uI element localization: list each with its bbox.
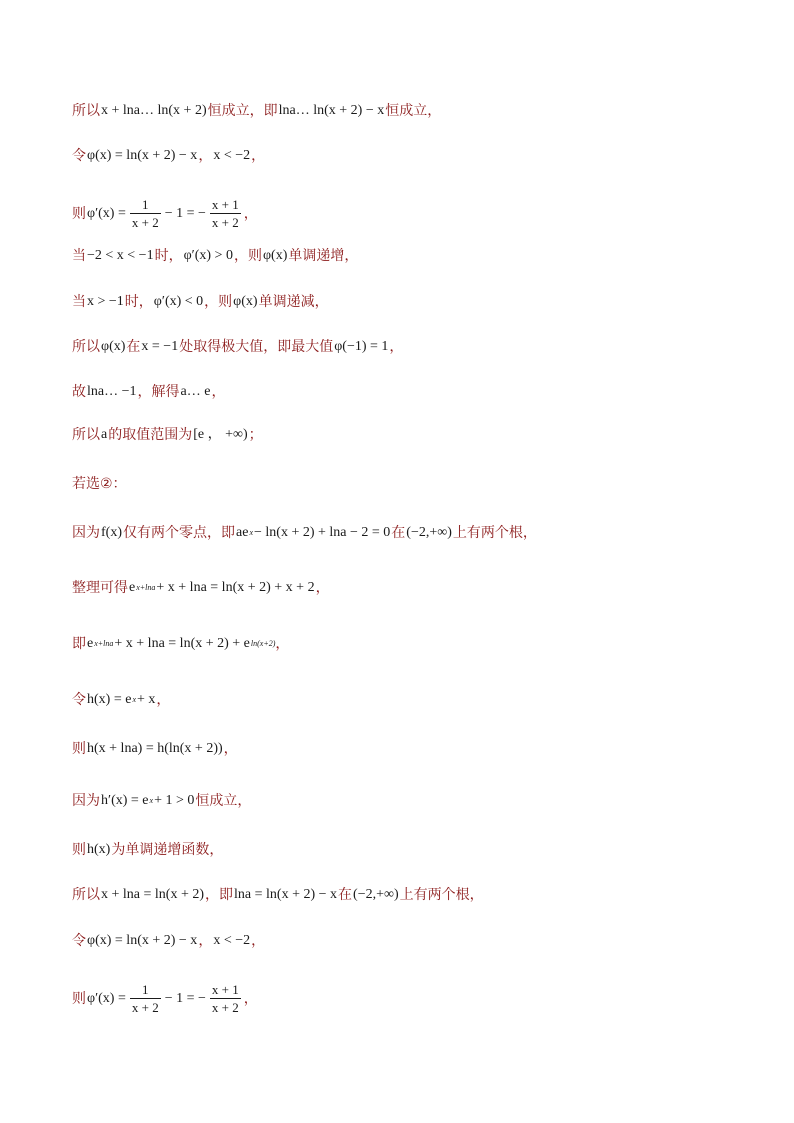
math-expression: + x + lna = ln(x + 2) + e bbox=[114, 636, 250, 651]
chinese-text: ； bbox=[248, 427, 263, 443]
math-expression: e bbox=[87, 636, 94, 651]
chinese-text: 当 bbox=[72, 294, 86, 310]
math-expression: h(x + lna) = h(ln(x + 2)) bbox=[87, 741, 223, 756]
solution-line bbox=[72, 840, 223, 860]
math-expression: f(x) bbox=[101, 525, 122, 540]
math-expression: [e ， +∞) bbox=[193, 427, 248, 442]
solution-line bbox=[72, 425, 263, 445]
chinese-text: 则 bbox=[72, 205, 86, 222]
math-expression: x + lna… ln(x + 2) bbox=[101, 103, 207, 118]
math-expression: φ′(x) = bbox=[87, 990, 126, 1006]
math-expression: h(x) bbox=[87, 842, 111, 857]
chinese-text: ，则 bbox=[233, 248, 262, 264]
math-expression: x = −1 bbox=[141, 339, 179, 354]
math-expression: φ(x) = ln(x + 2) − x bbox=[87, 933, 198, 948]
chinese-text: 单调递减， bbox=[258, 294, 329, 310]
chinese-text: 因为 bbox=[72, 793, 100, 809]
math-expression: φ(x) = ln(x + 2) − x bbox=[87, 148, 198, 163]
chinese-text: 所以 bbox=[72, 339, 100, 355]
chinese-text: 恒成立， bbox=[195, 793, 252, 809]
fraction-numerator: 1 bbox=[142, 982, 149, 997]
math-expression: a bbox=[101, 427, 108, 442]
math-superscript: x+lna bbox=[94, 639, 114, 648]
chinese-text: ，解得 bbox=[137, 384, 180, 400]
solution-line bbox=[72, 292, 329, 312]
solution-line bbox=[72, 382, 225, 402]
chinese-text: 时， bbox=[154, 248, 183, 264]
chinese-text: 所以 bbox=[72, 427, 100, 443]
chinese-text: 在 bbox=[391, 525, 406, 541]
math-expression: lna = ln(x + 2) − x bbox=[234, 887, 338, 902]
fraction bbox=[210, 197, 241, 230]
solution-line bbox=[72, 246, 358, 266]
fraction-numerator: x + 1 bbox=[211, 197, 239, 212]
chinese-text: 当 bbox=[72, 248, 86, 264]
solution-line bbox=[72, 791, 251, 811]
chinese-text: ， bbox=[243, 205, 258, 222]
math-expression: ae bbox=[236, 525, 249, 540]
chinese-text: 令 bbox=[72, 933, 86, 949]
math-expression: h′(x) = e bbox=[101, 793, 149, 808]
math-expression: x < −2 bbox=[213, 933, 251, 948]
fraction bbox=[130, 197, 161, 230]
chinese-text: ， bbox=[275, 636, 290, 652]
solution-line bbox=[72, 474, 127, 494]
solution-line bbox=[72, 931, 265, 951]
math-expression: lna… −1 bbox=[87, 384, 137, 399]
math-expression: − 1 = − bbox=[164, 990, 206, 1006]
chinese-text: ，即 bbox=[205, 887, 234, 903]
fraction bbox=[210, 982, 241, 1015]
chinese-text: 则 bbox=[72, 990, 86, 1007]
math-expression: + x bbox=[137, 692, 156, 707]
solution-line bbox=[72, 690, 170, 710]
math-expression: φ(x) bbox=[101, 339, 126, 354]
math-expression: e bbox=[129, 580, 136, 595]
chinese-text: 则 bbox=[72, 741, 86, 757]
chinese-text: 仅有两个零点，即 bbox=[123, 525, 235, 541]
chinese-text: 在 bbox=[126, 339, 141, 355]
math-expression: φ(−1) = 1 bbox=[334, 339, 389, 354]
solution-line bbox=[72, 101, 441, 121]
solution-line bbox=[72, 146, 265, 166]
fraction-denominator: x + 2 bbox=[211, 1000, 239, 1015]
chinese-text: 为单调递增函数， bbox=[111, 842, 224, 858]
chinese-text: 则 bbox=[72, 842, 86, 858]
math-superscript: x+lna bbox=[136, 583, 156, 592]
chinese-text: ， bbox=[198, 933, 213, 949]
math-expression: (−2,+∞) bbox=[353, 887, 399, 902]
math-superscript: x bbox=[149, 796, 154, 805]
chinese-text: 上有两个根， bbox=[452, 525, 537, 541]
fraction bbox=[130, 982, 161, 1015]
fraction-denominator: x + 2 bbox=[211, 215, 239, 230]
math-expression: x > −1 bbox=[87, 294, 124, 309]
chinese-text: ， bbox=[198, 148, 213, 164]
math-expression: φ′(x) < 0 bbox=[153, 294, 204, 309]
fraction-denominator: x + 2 bbox=[131, 215, 159, 230]
chinese-text: 恒成立， bbox=[385, 103, 442, 119]
chinese-text: 因为 bbox=[72, 525, 100, 541]
chinese-text: ， bbox=[251, 933, 266, 949]
math-expression: lna… ln(x + 2) − x bbox=[278, 103, 385, 118]
chinese-text: 整理可得 bbox=[72, 580, 128, 596]
solution-line bbox=[72, 885, 484, 905]
chinese-text: 所以 bbox=[72, 887, 100, 903]
chinese-text: 处取得极大值，即最大值 bbox=[179, 339, 334, 355]
math-expression: h(x) = e bbox=[87, 692, 132, 707]
chinese-text: 在 bbox=[338, 887, 353, 903]
math-expression: + 1 > 0 bbox=[154, 793, 195, 808]
math-superscript: x bbox=[132, 695, 136, 704]
math-expression: + x + lna = ln(x + 2) + x + 2 bbox=[156, 580, 315, 595]
math-expression: (−2,+∞) bbox=[406, 525, 452, 540]
solution-line bbox=[72, 739, 238, 759]
chinese-text: ， bbox=[156, 692, 171, 708]
math-expression: x < −2 bbox=[213, 148, 251, 163]
solution-line bbox=[72, 634, 289, 654]
chinese-text: 上有两个根， bbox=[399, 887, 484, 903]
math-expression: a… e bbox=[180, 384, 211, 399]
chinese-text: 若选②： bbox=[72, 476, 127, 492]
math-expression: φ′(x) > 0 bbox=[183, 248, 233, 263]
chinese-text: 令 bbox=[72, 148, 86, 164]
solution-line bbox=[72, 337, 403, 357]
fraction-denominator: x + 2 bbox=[131, 1000, 159, 1015]
math-superscript: ln(x+2) bbox=[250, 639, 276, 648]
chinese-text: 恒成立，即 bbox=[207, 103, 278, 119]
solution-line bbox=[72, 523, 537, 543]
math-expression: −2 < x < −1 bbox=[87, 248, 154, 263]
solution-line bbox=[72, 197, 258, 230]
chinese-text: 时， bbox=[124, 294, 153, 310]
chinese-text: ， bbox=[389, 339, 404, 355]
math-superscript: x bbox=[249, 528, 253, 537]
chinese-text: ， bbox=[223, 741, 238, 757]
math-expression: φ(x) bbox=[233, 294, 258, 309]
chinese-text: 即 bbox=[72, 636, 86, 652]
chinese-text: ， bbox=[243, 990, 258, 1007]
math-expression: φ′(x) = bbox=[87, 205, 126, 221]
fraction-numerator: x + 1 bbox=[211, 982, 239, 997]
chinese-text: 故 bbox=[72, 384, 86, 400]
math-expression: φ(x) bbox=[262, 248, 288, 263]
fraction-numerator: 1 bbox=[142, 197, 149, 212]
math-expression: − 1 = − bbox=[164, 205, 206, 221]
chinese-text: ， bbox=[251, 148, 266, 164]
chinese-text: 所以 bbox=[72, 103, 100, 119]
solution-line bbox=[72, 982, 258, 1015]
math-expression: − ln(x + 2) + lna − 2 = 0 bbox=[254, 525, 391, 540]
chinese-text: 令 bbox=[72, 692, 86, 708]
math-expression: x + lna = ln(x + 2) bbox=[101, 887, 205, 902]
solution-line bbox=[72, 578, 330, 598]
chinese-text: 单调递增， bbox=[288, 248, 359, 264]
chinese-text: ， bbox=[211, 384, 226, 400]
chinese-text: ，则 bbox=[204, 294, 233, 310]
chinese-text: 的取值范围为 bbox=[108, 427, 193, 443]
chinese-text: ， bbox=[315, 580, 330, 596]
